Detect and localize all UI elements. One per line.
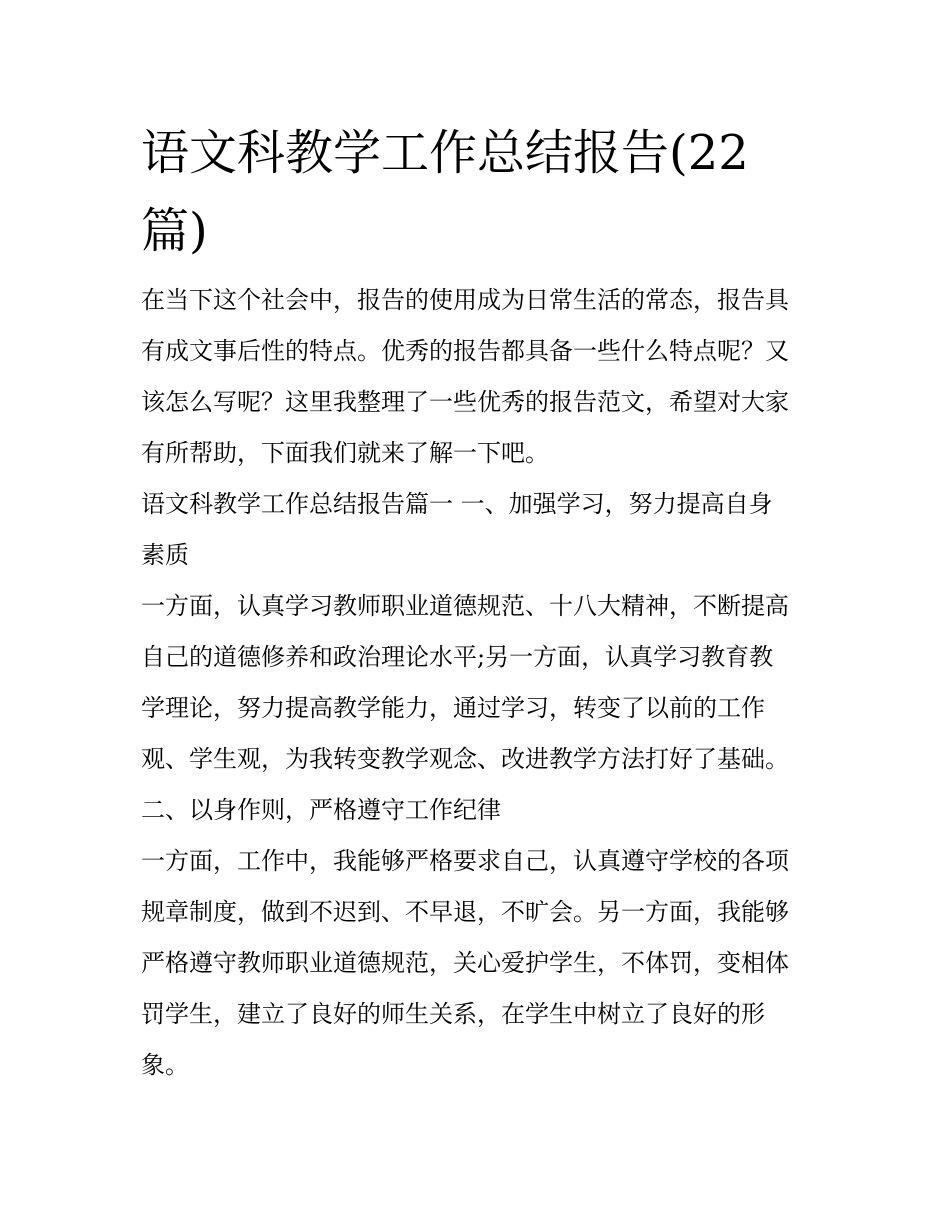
text-line: 有成文事后性的特点。优秀的报告都具备一些什么特点呢？又 <box>141 337 789 365</box>
text-line: 一方面，工作中，我能够严格要求自己，认真遵守学校的各项 <box>141 847 789 875</box>
text-line: 该怎么写呢？这里我整理了一些优秀的报告范文，希望对大家 <box>141 388 789 416</box>
title-line: 语文科教学工作总结报告(22 <box>141 125 749 181</box>
text-line: 象。 <box>141 1051 189 1079</box>
text-line: 观、学生观，为我转变教学观念、改进教学方法打好了基础。 <box>141 745 789 773</box>
text-line: 二、以身作则，严格遵守工作纪律 <box>141 796 501 824</box>
paragraph-discipline <box>141 836 813 1091</box>
document-body <box>141 275 813 1091</box>
text-line: 素质 <box>141 541 189 569</box>
text-line: 规章制度，做到不迟到、不早退，不旷会。另一方面，我能够 <box>141 898 789 926</box>
text-line: 罚学生，建立了良好的师生关系，在学生中树立了良好的形 <box>141 1000 765 1028</box>
title-line: 篇) <box>141 203 208 259</box>
intro-paragraph <box>141 275 813 479</box>
text-line: 语文科教学工作总结报告篇一 一、加强学习，努力提高自身 <box>141 490 773 518</box>
text-line: 自己的道德修养和政治理论水平;另一方面，认真学习教育教 <box>141 643 774 671</box>
document-title <box>141 114 821 270</box>
text-line: 严格遵守教师职业道德规范，关心爱护学生，不体罚，变相体 <box>141 949 789 977</box>
section-heading-1 <box>141 479 813 581</box>
paragraph-study <box>141 581 813 785</box>
text-line: 在当下这个社会中，报告的使用成为日常生活的常态，报告具 <box>141 286 789 314</box>
text-line: 有所帮助，下面我们就来了解一下吧。 <box>141 439 549 467</box>
text-line: 学理论，努力提高教学能力，通过学习，转变了以前的工作 <box>141 694 765 722</box>
text-line: 一方面，认真学习教师职业道德规范、十八大精神，不断提高 <box>141 592 789 620</box>
section-heading-2 <box>141 785 813 836</box>
